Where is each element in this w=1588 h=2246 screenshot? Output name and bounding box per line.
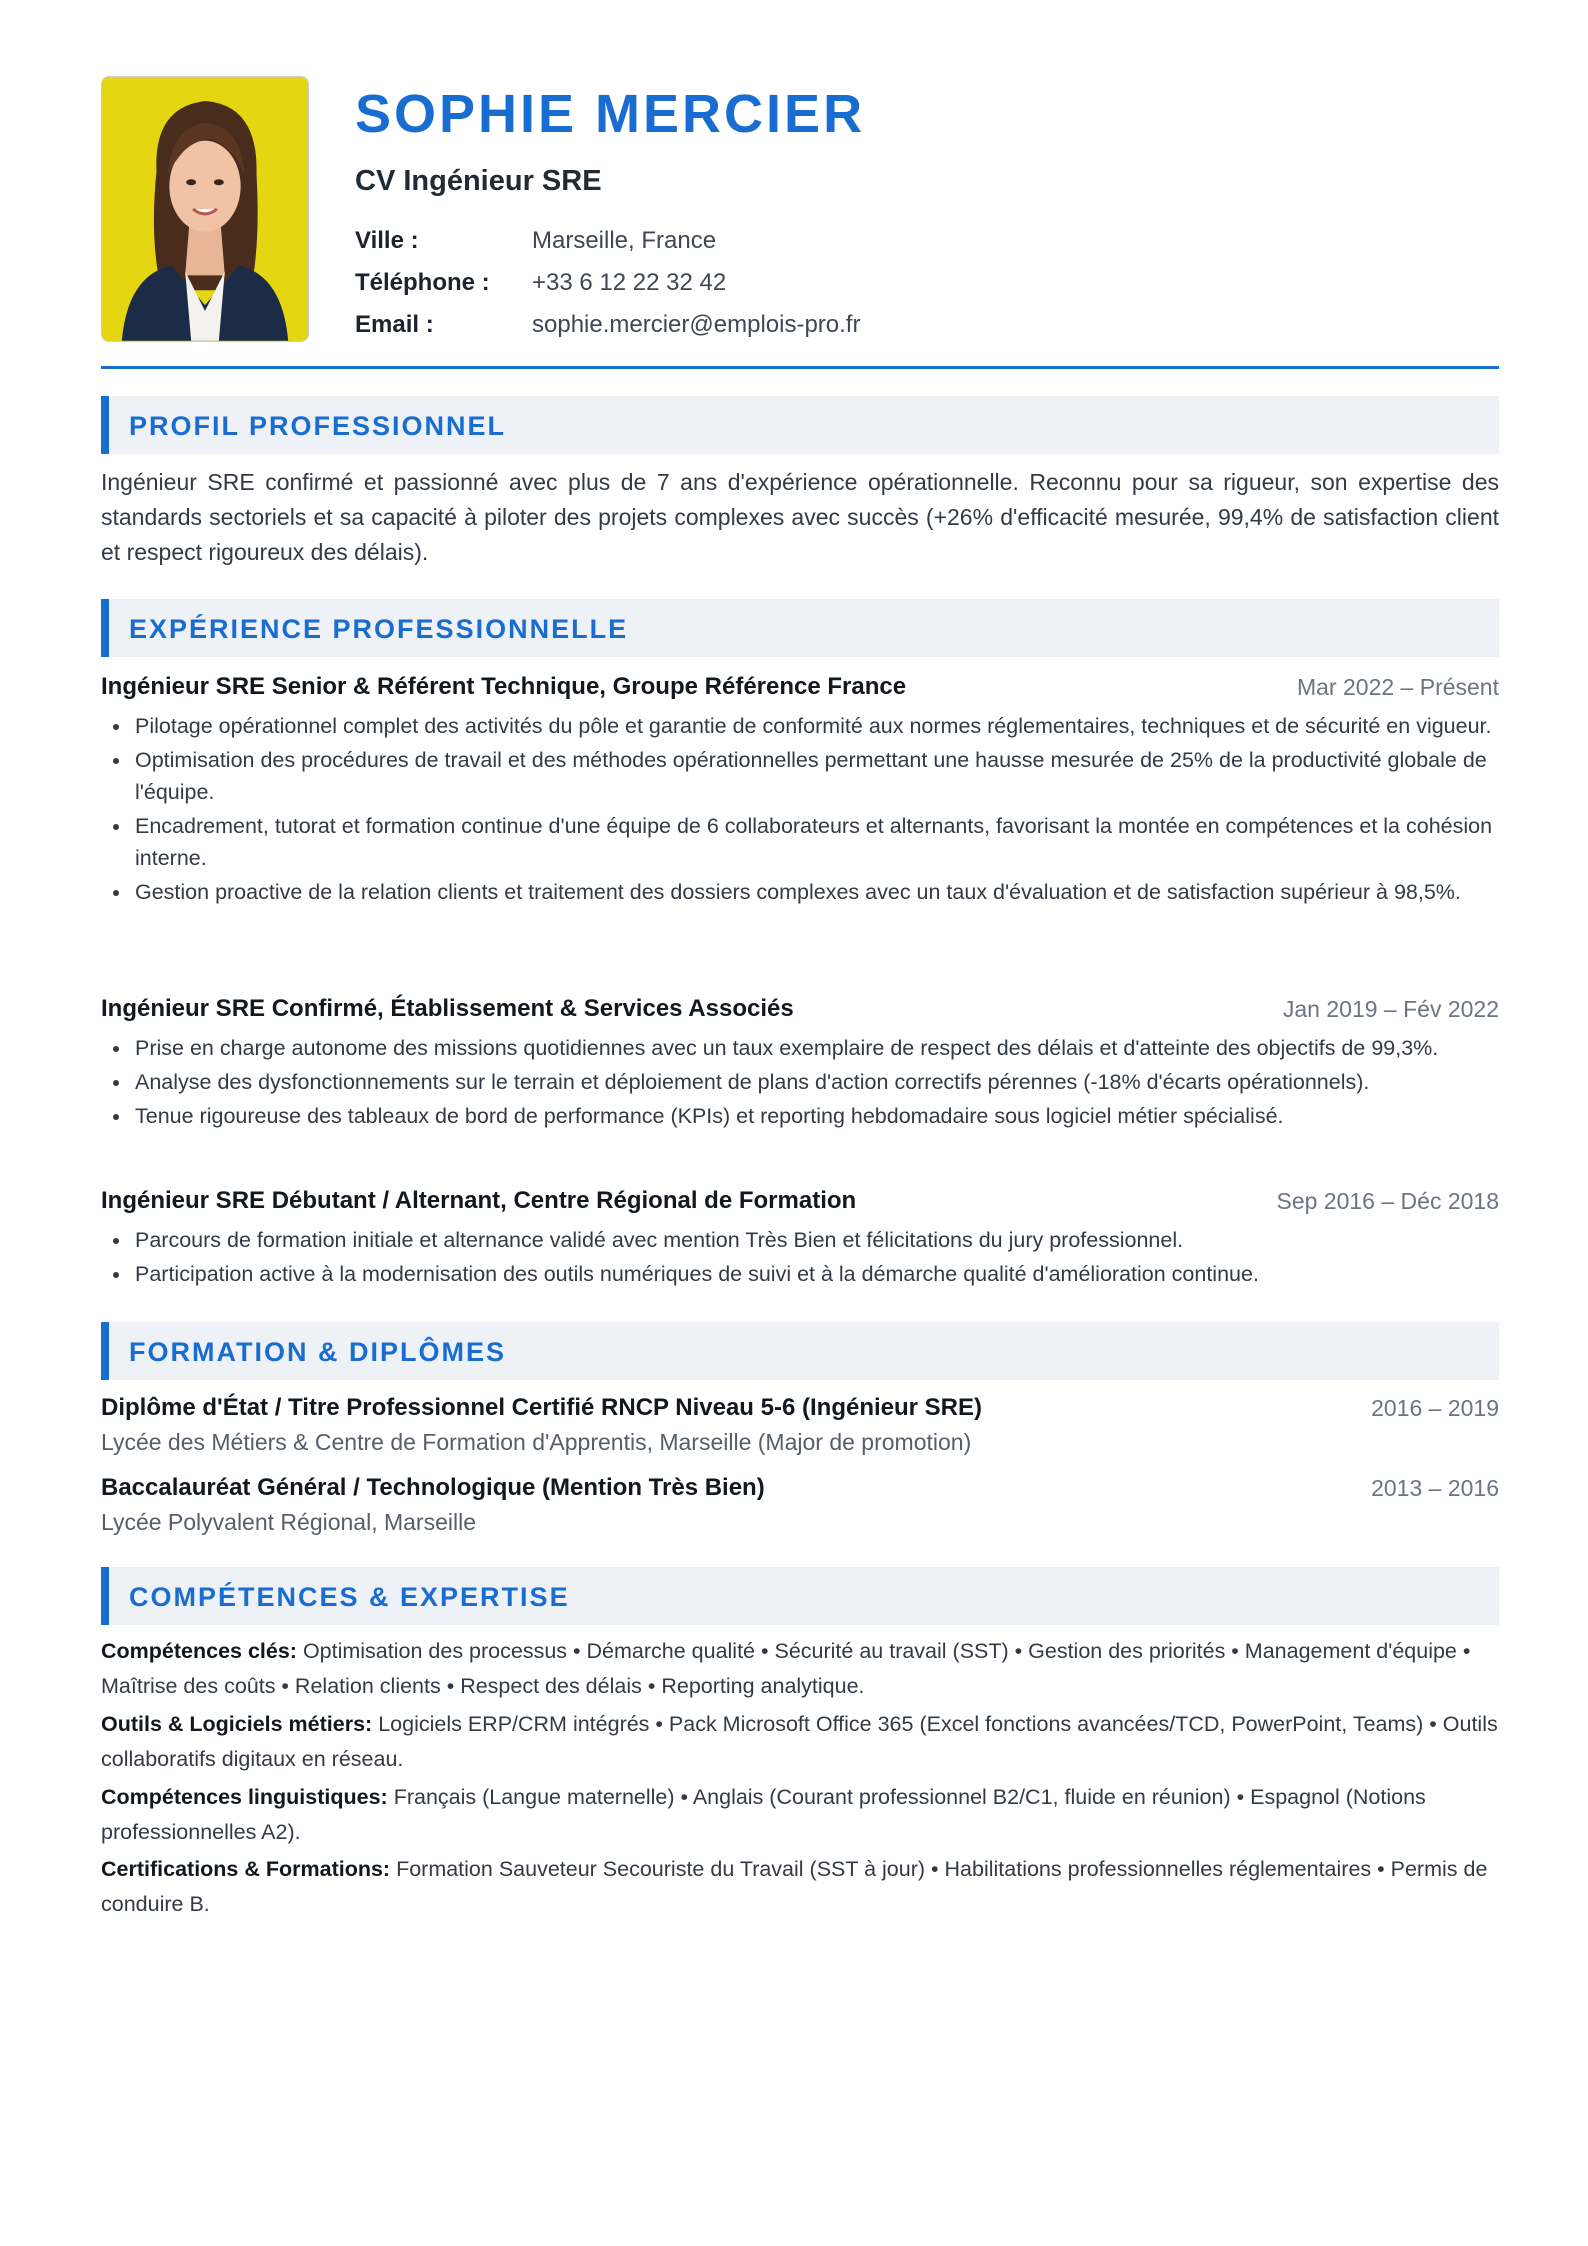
list-item: Tenue rigoureuse des tableaux de bord de performance (KPIs) et reporting hebdomadaire sous logiciel métier spécialisé. <box>101 1100 1499 1132</box>
list-item: Gestion proactive de la relation clients et traitement des dossiers complexes avec un taux d'évaluation et de satisfaction supérieur à 98,5%. <box>101 876 1499 908</box>
cv-page <box>101 76 1499 1916</box>
skill-text: Formation Sauveteur Secouriste du Travail (SST à jour) • Habilitations professionnelles réglementaires • Permis de conduire B. <box>101 1857 1488 1916</box>
profile-text: Ingénieur SRE confirmé et passionné avec plus de 7 ans d'expérience opérationnelle. Reconnu pour sa rigueur, son expertise des standards sectoriels et sa capacité à piloter des projets complexes avec succès (+26% d'efficacité mesurée, 99,4% de satisfaction client et respect rigoureux des délais). <box>101 469 1499 565</box>
skill-group <box>101 1634 1499 1704</box>
contact-row-city <box>355 220 1499 262</box>
list-item: Pilotage opérationnel complet des activités du pôle et garantie de conformité aux normes réglementaires, techniques et de sécurité en vigueur. <box>101 710 1499 742</box>
list-item: Participation active à la modernisation des outils numériques de suivi et à la démarche qualité d'amélioration continue. <box>101 1258 1499 1290</box>
job-bullets <box>101 710 1499 910</box>
job-title: Ingénieur SRE Confirmé, Établissement & Services Associés <box>101 995 794 1022</box>
skill-label: Compétences linguistiques: <box>101 1785 388 1809</box>
contact-value-email[interactable]: sophie.mercier@emplois-pro.fr <box>532 311 861 338</box>
degree-title: Diplôme d'État / Titre Professionnel Certifié RNCP Niveau 5-6 (Ingénieur SRE) <box>101 1394 983 1421</box>
contact-value: +33 6 12 22 32 42 <box>532 269 727 296</box>
contact-label: Téléphone : <box>355 269 490 296</box>
school-name: Lycée des Métiers & Centre de Formation d'Apprentis, Marseille (Major de promotion) <box>101 1429 972 1455</box>
degree-title: Baccalauréat Général / Technologique (Mention Très Bien) <box>101 1474 765 1501</box>
school-name: Lycée Polyvalent Régional, Marseille <box>101 1509 477 1535</box>
section-header-skills <box>101 1567 1499 1625</box>
candidate-name: SOPHIE MERCIER <box>355 84 866 144</box>
job-bullets <box>101 1032 1499 1134</box>
skill-group <box>101 1707 1499 1777</box>
job-bullets <box>101 1224 1499 1292</box>
section-header-profile <box>101 396 1499 454</box>
job-title: Ingénieur SRE Senior & Référent Technique, Groupe Référence France <box>101 673 907 700</box>
skill-group <box>101 1780 1499 1850</box>
header-info <box>355 76 1499 346</box>
contact-list <box>355 220 1499 346</box>
section-title: PROFIL PROFESSIONNEL <box>129 411 507 441</box>
contact-row-email <box>355 304 1499 346</box>
list-item: Encadrement, tutorat et formation continue d'une équipe de 6 collaborateurs et alternants, favorisant la montée en compétences et la cohésion interne. <box>101 810 1499 874</box>
skill-label: Certifications & Formations: <box>101 1857 391 1881</box>
skill-label: Compétences clés: <box>101 1639 297 1663</box>
list-item: Analyse des dysfonctionnements sur le terrain et déploiement de plans d'action correctifs pérennes (-18% d'écarts opérationnels). <box>101 1066 1499 1098</box>
degree-date: 2013 – 2016 <box>1371 1475 1499 1501</box>
section-header-experience <box>101 599 1499 657</box>
skill-label: Outils & Logiciels métiers: <box>101 1712 373 1736</box>
section-title: FORMATION & DIPLÔMES <box>129 1337 506 1367</box>
skill-text: Optimisation des processus • Démarche qualité • Sécurité au travail (SST) • Gestion des priorités • Management d'équipe • Maîtrise des coûts • Relation clients • Respect des délais • Reporting analytique. <box>101 1639 1471 1698</box>
contact-row-phone <box>355 262 1499 304</box>
skill-group <box>101 1852 1499 1922</box>
skill-text: Français (Langue maternelle) • Anglais (Courant professionnel B2/C1, fluide en réunion) • Espagnol (Notions professionnelles A2). <box>101 1785 1426 1844</box>
section-title: COMPÉTENCES & EXPERTISE <box>129 1582 570 1612</box>
header-divider <box>101 366 1499 369</box>
list-item: Prise en charge autonome des missions quotidiennes avec un taux exemplaire de respect des délais et d'atteinte des objectifs de 99,3%. <box>101 1032 1499 1064</box>
job-date: Mar 2022 – Présent <box>1296 674 1499 700</box>
profile-photo <box>101 76 309 342</box>
cv-header <box>101 76 1499 342</box>
degree-date: 2016 – 2019 <box>1371 1395 1499 1421</box>
list-item: Optimisation des procédures de travail et des méthodes opérationnelles permettant une hausse mesurée de 25% de la productivité globale de l'équipe. <box>101 744 1499 808</box>
job-date: Sep 2016 – Déc 2018 <box>1276 1188 1499 1214</box>
job-date: Jan 2019 – Fév 2022 <box>1282 996 1499 1022</box>
list-item: Parcours de formation initiale et alternance validé avec mention Très Bien et félicitations du jury professionnel. <box>101 1224 1499 1256</box>
section-header-education <box>101 1322 1499 1380</box>
cv-subtitle: CV Ingénieur SRE <box>355 165 602 197</box>
contact-label: Ville : <box>355 227 419 254</box>
contact-value: Marseille, France <box>532 227 717 254</box>
job-title: Ingénieur SRE Débutant / Alternant, Centre Régional de Formation <box>101 1187 857 1214</box>
contact-label: Email : <box>355 311 434 338</box>
skill-text: Logiciels ERP/CRM intégrés • Pack Microsoft Office 365 (Excel fonctions avancées/TCD, PowerPoint, Teams) • Outils collaboratifs digitaux en réseau. <box>101 1712 1498 1771</box>
section-title: EXPÉRIENCE PROFESSIONNELLE <box>129 614 629 644</box>
